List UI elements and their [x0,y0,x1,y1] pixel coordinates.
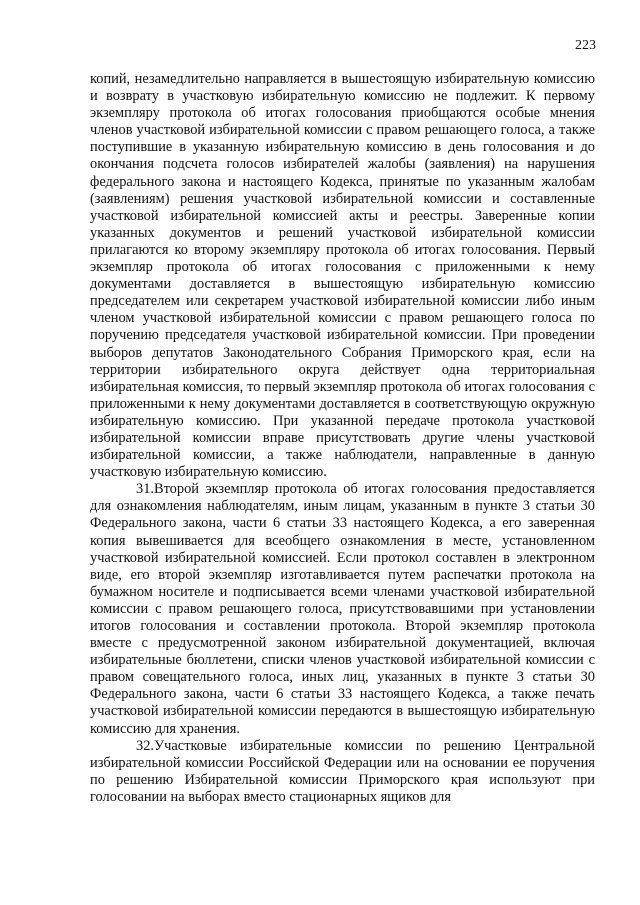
paragraph-32: 32.Участковые избирательные комиссии по решению Центральной избирательной комиссии Российской Федерации или на основании ее поручения по решению Избирательной комиссии Приморского края используют при голосовании на выборах вместо стационарных ящиков для [90,737,595,805]
paragraph-31: 31.Второй экземпляр протокола об итогах голосования предоставляется для ознакомления наблюдателям, иным лицам, указанным в пункте 3 статьи 30 Федерального закона, части 6 статьи 33 настоящего Кодекса, а его заверенная копия вывешивается для всеобщего ознакомления в месте, установленном участковой избирательной комиссией. Если протокол составлен в электронном виде, его второй экземпляр изготавливается путем распечатки протокола на бумажном носителе и подписывается всеми членами участковой избирательной комиссии с правом решающего голоса, присутствовавшими при установлении итогов голосования и составлении протокола. Второй экземпляр протокола вместе с предусмотренной законом избирательной документацией, включая избирательные бюллетени, списки членов участковой избирательной комиссии с правом совещательного голоса, иных лиц, указанных в пункте 3 статьи 30 Федерального закона, части 6 статьи 33 настоящего Кодекса, а также печать участковой избирательной комиссии передаются в вышестоящую избирательную комиссию для хранения. [90,481,595,737]
paragraph-continuation: копий, незамедлительно направляется в вышестоящую избирательную комиссию и возврату в участковую избирательную комиссию не подлежит. К первому экземпляру протокола об итогах голосования приобщаются особые мнения членов участковой избирательной комиссии с правом решающего голоса, а также поступившие в указанную избирательную комиссию в день голосования и до окончания подсчета голосов избирателей жалобы (заявления) на нарушения федерального закона и настоящего Кодекса, принятые по указанным жалобам (заявлениям) решения участковой избирательной комиссии и составленные участковой избирательной комиссией акты и реестры. Заверенные копии указанных документов и решений участковой избирательной комиссии прилагаются ко второму экземпляру протокола об итогах голосования. Первый экземпляр протокола об итогах голосования с приложенными к нему документами доставляется в вышестоящую избирательную комиссию председателем или секретарем участковой избирательной комиссии либо иным членом участковой избирательной комиссии с правом решающего голоса по поручению председателя участковой избирательной комиссии. При проведении выборов депутатов Законодательного Собрания Приморского края, если на территории избирательного округа действует одна территориальная избирательная комиссия, то первый экземпляр протокола об итогах голосования с приложенными к нему документами доставляется в соответствующую окружную избирательную комиссию. При указанной передаче протокола участковой избирательной комиссии вправе присутствовать другие члены участковой избирательной комиссии, а также наблюдатели, направленные в данную участковую избирательную комиссию. [90,71,595,481]
body-text [90,71,595,806]
page-number: 223 [575,38,596,53]
